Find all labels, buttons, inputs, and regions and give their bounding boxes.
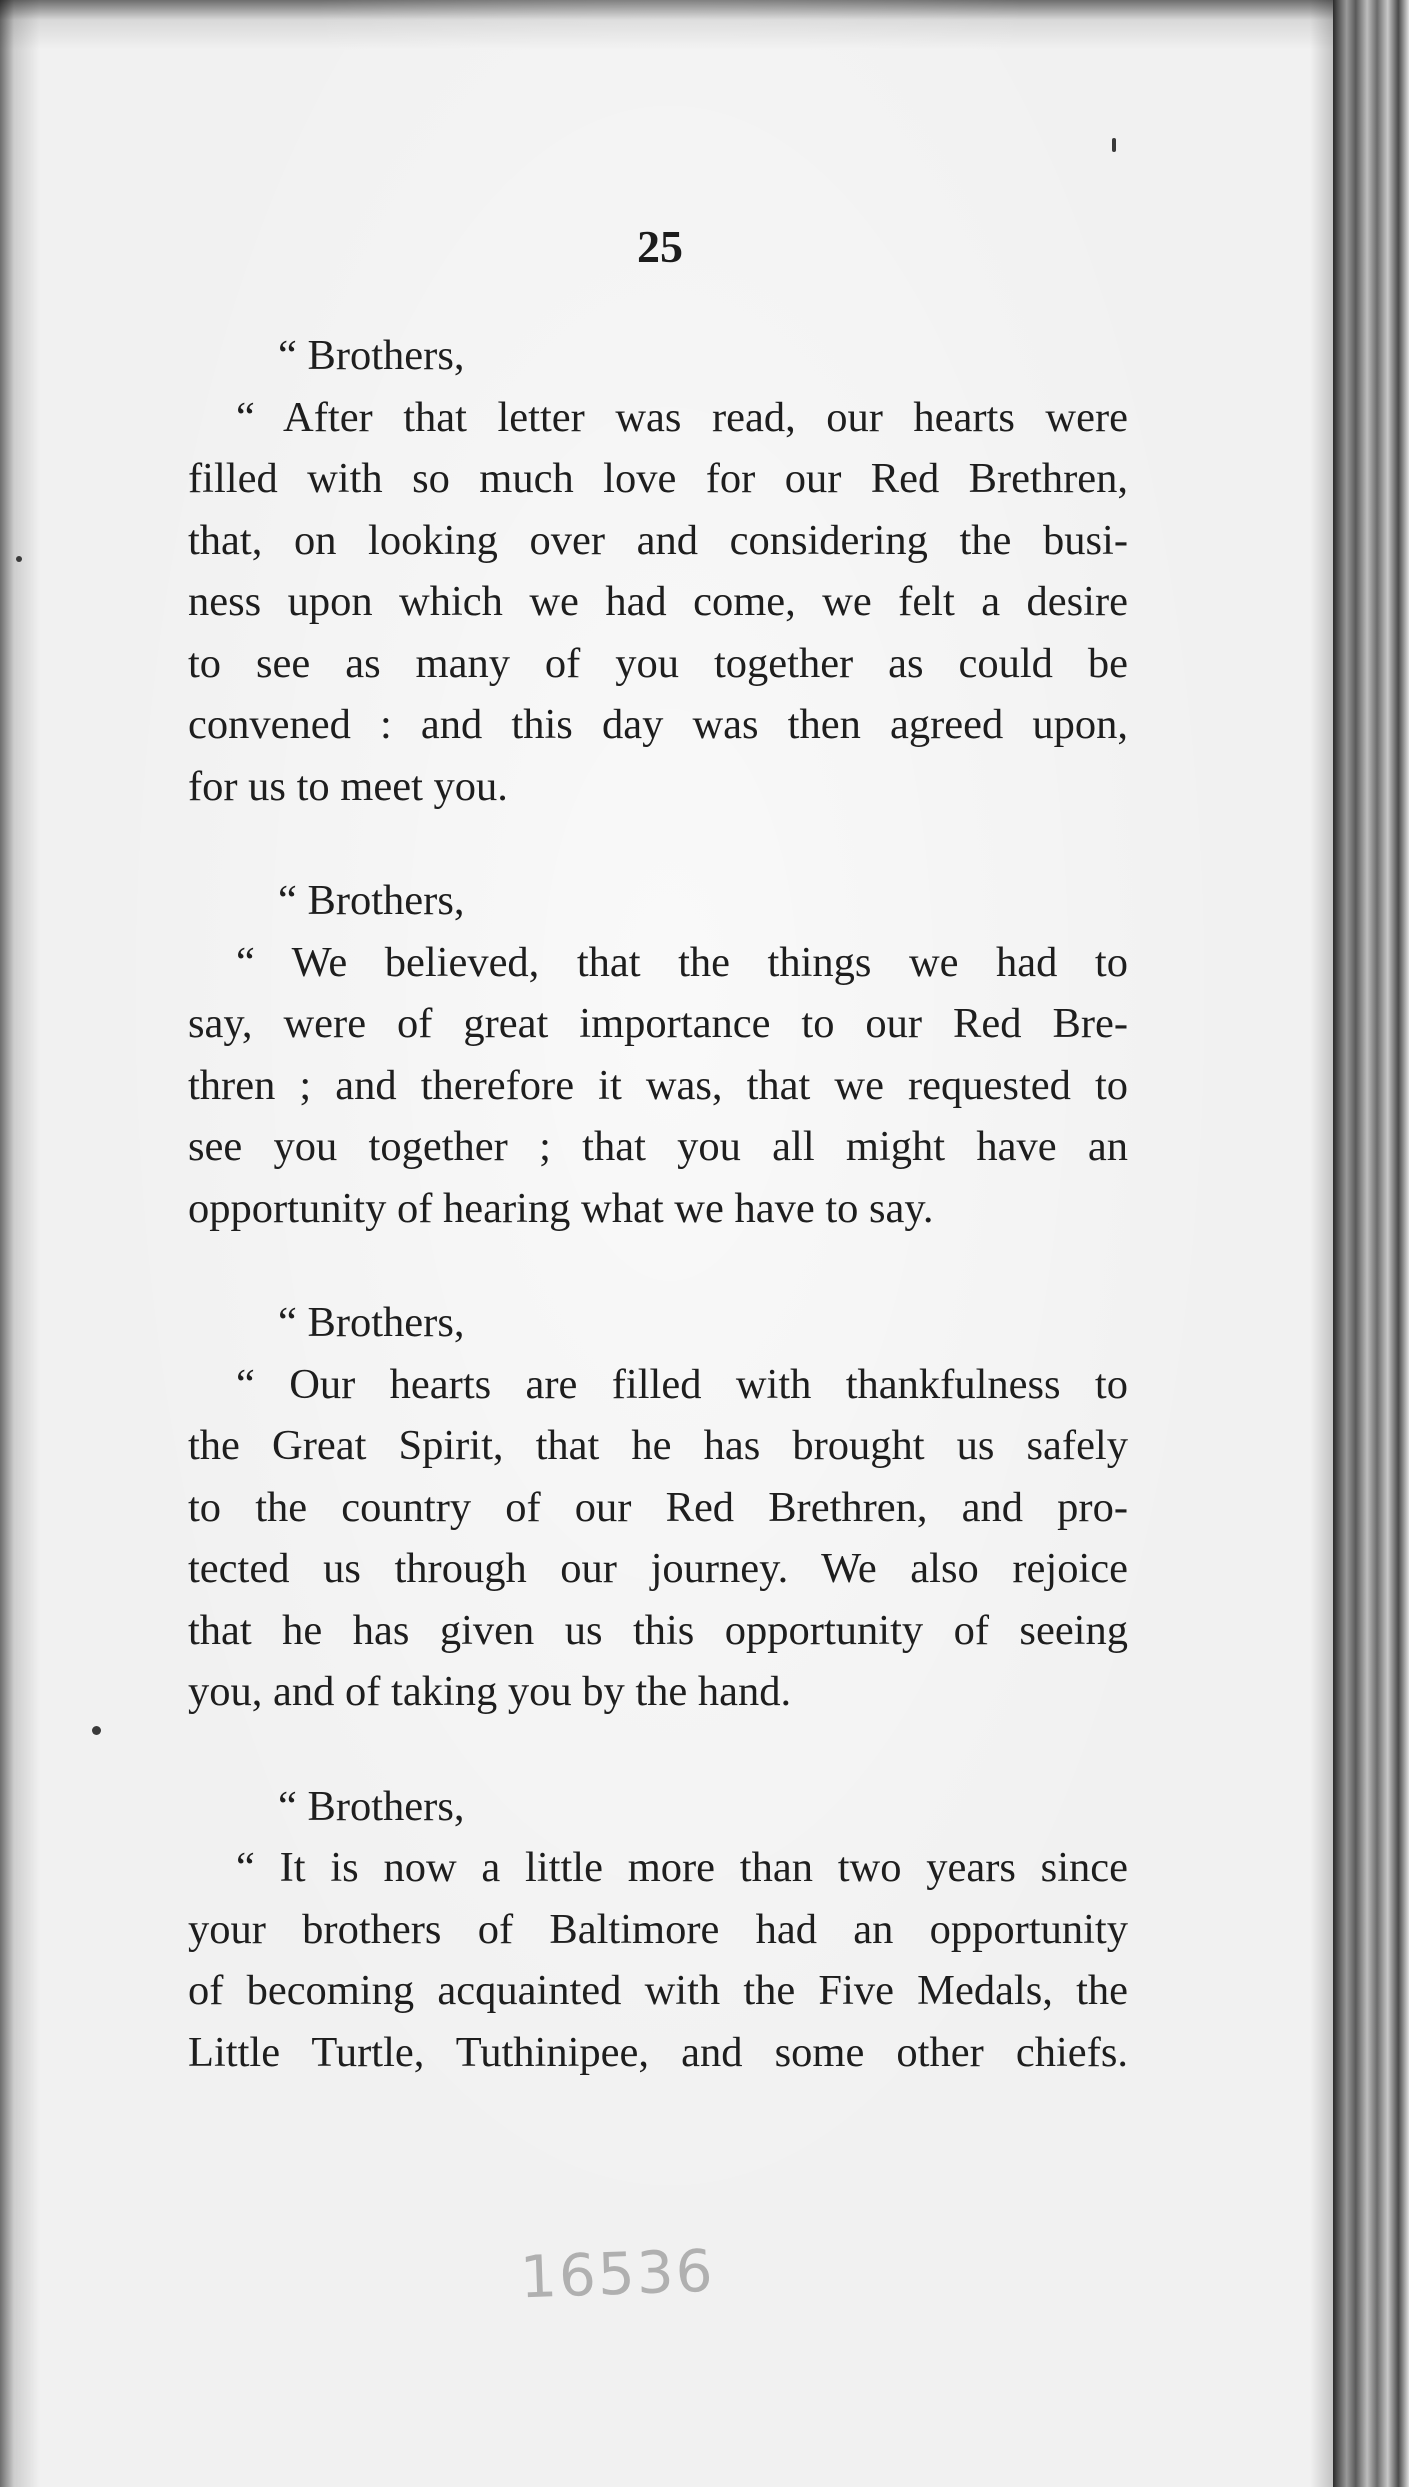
pencil-annotation: 16536	[518, 2236, 716, 2312]
text-line: of becoming acquainted with the Five Medals, the	[188, 1967, 1128, 2014]
text-line: “ Our hearts are filled with thankfulness to	[236, 1360, 1128, 1408]
paper-speck	[16, 556, 22, 562]
text-line: Little Turtle, Tuthinipee, and some other chiefs.	[188, 2028, 1128, 2076]
salutation: “ Brothers,	[278, 1782, 465, 1830]
text-line: convened : and this day was then agreed upon,	[188, 701, 1128, 748]
salutation: “ Brothers,	[278, 1299, 465, 1346]
paper-speck	[92, 1726, 101, 1735]
text-line: you, and of taking you by the hand.	[188, 1668, 792, 1715]
salutation: “ Brothers,	[278, 877, 465, 924]
text-line: for us to meet you.	[188, 762, 508, 810]
text-line: tected us through our journey. We also rejoice	[188, 1545, 1128, 1592]
page-text	[188, 325, 1128, 2083]
text-line: see you together ; that you all might have an	[188, 1123, 1128, 1170]
paper-speck	[1112, 138, 1116, 152]
text-line: “ After that letter was read, our hearts were	[236, 393, 1128, 441]
text-line: that he has given us this opportunity of seeing	[188, 1606, 1128, 1654]
page-number: 25	[637, 221, 683, 272]
text-line: to see as many of you together as could be	[188, 639, 1128, 687]
text-line: that, on looking over and considering the busi-	[188, 516, 1128, 564]
text-line: say, were of great importance to our Red Bre-	[188, 1000, 1128, 1047]
text-line: thren ; and therefore it was, that we requested to	[188, 1061, 1128, 1109]
text-line: opportunity of hearing what we have to say.	[188, 1184, 934, 1232]
text-line: filled with so much love for our Red Brethren,	[188, 455, 1128, 502]
salutation: “ Brothers,	[278, 332, 465, 379]
text-line: the Great Spirit, that he has brought us safely	[188, 1422, 1128, 1469]
text-line: to the country of our Red Brethren, and pro-	[188, 1483, 1128, 1531]
book-edge	[1333, 0, 1409, 2487]
text-line: your brothers of Baltimore had an opportunity	[188, 1905, 1128, 1953]
text-line: “ We believed, that the things we had to	[236, 938, 1128, 986]
text-line: “ It is now a little more than two years since	[236, 1844, 1128, 1891]
text-line: ness upon which we had come, we felt a desire	[188, 578, 1128, 625]
